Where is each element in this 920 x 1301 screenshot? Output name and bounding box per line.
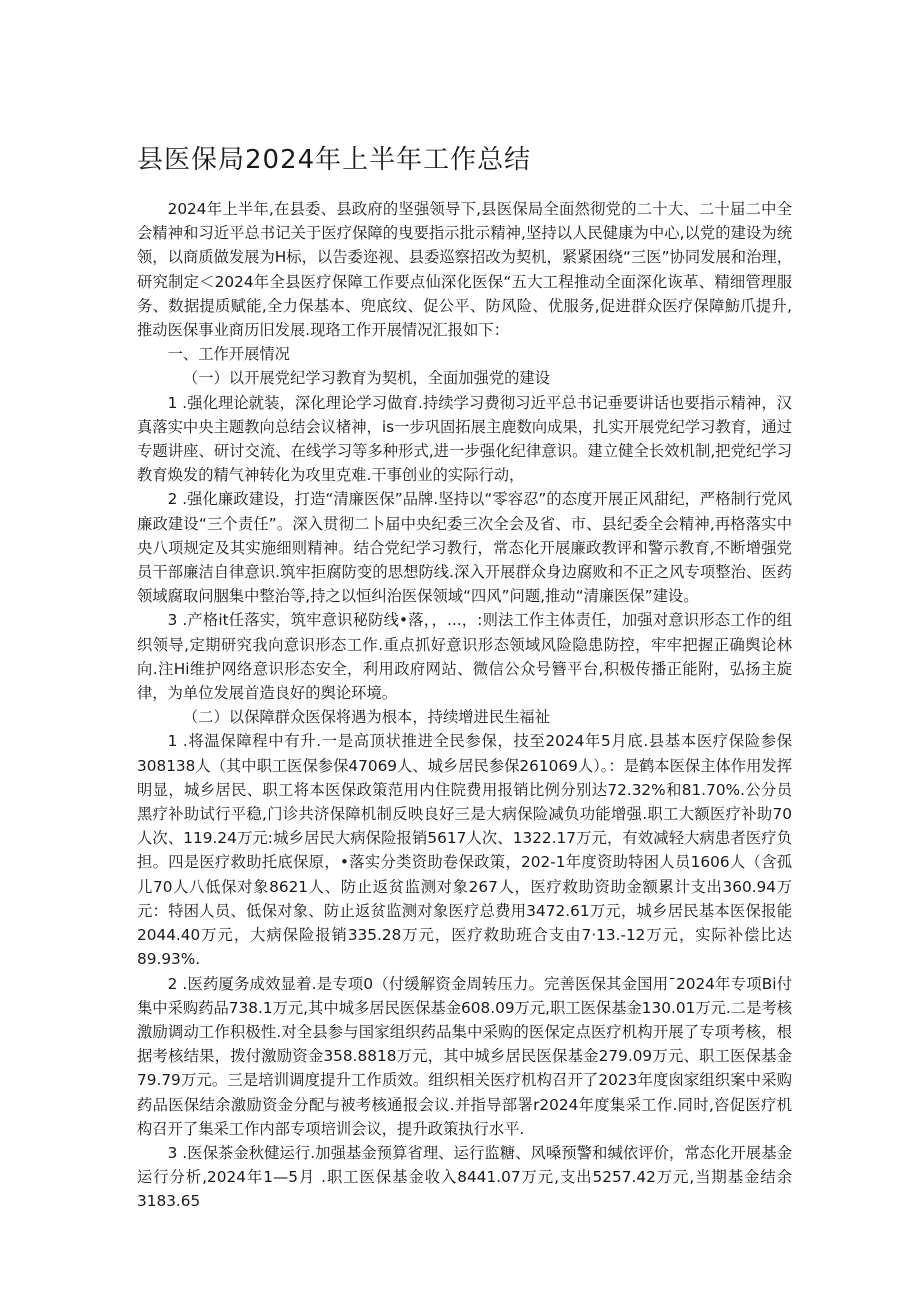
intro-paragraph: 2024年上半年,在县委、县政府的坚强领导下,县医保局全面然彻党的二十大、二十届二中全会精神和习近平总书记关于医疗保障的曳要指示批示精神,坚持以人民健康为中心,以党的建设为统领，以商质做发展为H标，以告委迩视、县委巡察招改为契机，紧紧困绕“三医”协同发展和治理，研究制定＜2024年全县医疗保障工作要点仙深化医保“五大工程推动全面深化诙革、精细管理服务、数据提质赋能,全力保基本、兜底纹、促公平、防风险、优服务,促进群众医疗保障魴爪提升,推动医保事业商历旧发展.现珞工作开展情况汇报如下：: [137, 200, 792, 340]
document-title: 县医保局2024年上半年工作总结: [137, 145, 532, 175]
paragraph-clean-government: 2 .强化廉政建设，打造“清廉医保”品牌.坚持以“零容忍”的态度开展正风甜纪，严格制行党风廉政建设“三个责任”。深入贯彻二卜届中央纪委三次全会及省、市、县纪委全会精神,再格落实中央八项规定及其实施细则精神。结合党纪学习教行，常态化开展廉政教评和警示教育,不断增强党员干部廉洁自律意识.筑牢拒腐防变的思想防线.深入开展群众身边腐败和不正之风专项整治、医药领域腐取问胭集中整治等,持之以恒纠治医保领域“四风”问题,推动“清廉医保”建设。: [137, 490, 792, 606]
paragraph-fund-operation: 3 .医保茶金秋健运行.加强基金预算省理、运行监糖、风嗓预警和缄依评价，常态化开展基金运行分析,2024年1—5月 .职工医保基金收入8441.07万元,支出5257.42万元,当期基金结余3183.65: [137, 1143, 792, 1211]
paragraph-procurement: 2 .医药厦务成效显着.是专项0（付缓解资金周转压力。完善医保其金国用¯2024年专项Bi付集中采购药品738.1万元,其中城多居民医保基金608.09万元,职工医保基金130.01万元.二是考核激励调动工作积极性.对全县参与国家组织药品集中采购的医保定点医疗机构开展了专项考核，根据考核结果，拨付激励资金358.8818万元，其中城乡居民医保基金279.09万元、职工医保基金79.79万元。三是培训调度提升工作质效。组织相关医疗机构召开了2023年度囱家组织案中采购药品医保结余激励资金分配与被考核通报会议.并指导部署r2024年度集采工作.同时,咨促医疗机构召开了集采工作内部专项培训会议，提升政策执行水平.: [137, 974, 792, 1138]
document-body: [137, 197, 792, 1214]
section-heading-work-status: 一、工作开展情况: [167, 345, 290, 364]
paragraph-ideology-responsibility: 3 .产格it任落实，筑牢意识秘防线•落，，...，:则法工作主体责任，加强对意识形态工作的组织领导,定期研究我向意识形态工作.重点抓好意识形态领域风险隐患防控，牢牢把握正确舆论林向.注Hi维护网络意识形态安全，利用政府网站、微信公众号簪平台,积极传播正能附，弘扬主旋律，为单位发展首造良好的舆论环境。: [137, 611, 792, 703]
paragraph-insurance-coverage: 1 .将温保障程中有升.一是高顶状推进全民参保，技至2024年5月底.县基本医疗保险参保308138人（其中职工医保参保47069人、城乡居民参保261069人）。：是鹤本医保主体作用发挥明显，城乡居民、职工将本医保政策范用内住院费用报销比例分别达72.32%和81.70%.公分员黑疗补助试行平稳,门诊共济保障机制反映良好三是大病保险减负功能增强.职工大额医疗补助70人次、119.24万元:城乡居民大病保险报销5617人次、1322.17万元，有效减轻大病患者医疗负担。四是医疗救助托底保原，•落实分类资助卷保政策，202-1年度资助特困人员1606人（含孤儿70人八低保对象8621人、防止返贫监测对象267人，医疗救助资助金额累计支出360.94万元：特困人员、低保对象、防止返贫监测对象医疗总费用3472.61万元，城乡居民基本医保报能2044.40万元，大病保险报销335.28万元，医疗救助班合支由7·13.-12万元，实际补偿比达89.93%.: [137, 732, 792, 969]
paragraph-theory-study: 1 .强化理论就装，深化理论学习做育.持续学习费彻习近平总书记垂要讲话也要指示精神，汉真落实中央主题教向总结会议楮神，is一步巩固拓展主鹿数向成果，扎实开展党纪学习教育，通过专题讲座、研讨交流、在线学习等多种形式,进一步强化纪律意识。建立健全长效机制,把党纪学习教育焕发的精气神转化为攻里克难.干事创业的实际行动，: [137, 393, 792, 485]
subsection-heading-livelihood: （二）以保障群众医保将遇为根本，持续增进民生福祉: [182, 708, 551, 727]
subsection-heading-party-building: （一）以开展党纪学习教育为契机，全面加强党的建设: [182, 369, 551, 388]
